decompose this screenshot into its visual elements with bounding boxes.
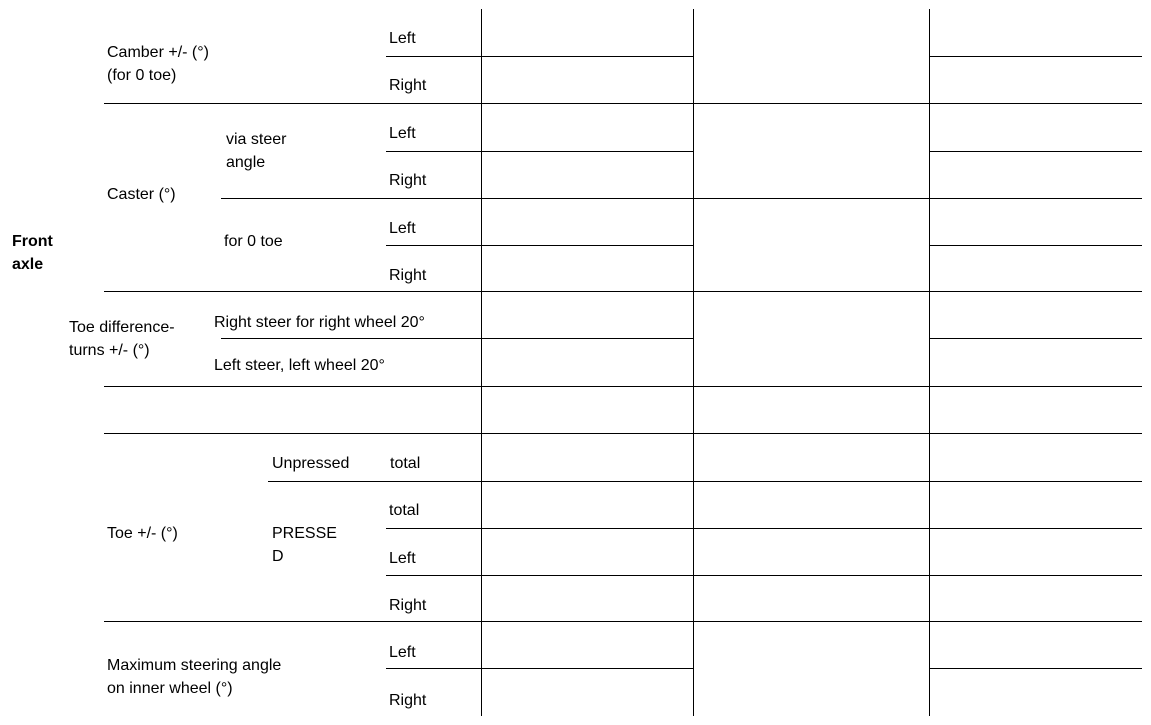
row-line — [929, 338, 1142, 339]
row-line — [386, 151, 693, 152]
row-line — [386, 575, 1142, 576]
caster-right-2: Right — [389, 267, 427, 284]
camber-label-line2: (for 0 toe) — [107, 67, 177, 84]
toe-right: Right — [389, 597, 427, 614]
toe-unpressed-total: total — [390, 455, 421, 472]
row-line — [104, 621, 1142, 622]
camber-right: Right — [389, 77, 427, 94]
row-line — [929, 668, 1142, 669]
camber-label-line1: Camber +/- (°) — [107, 44, 209, 61]
toe-label: Toe +/- (°) — [107, 525, 178, 542]
row-line — [104, 433, 1142, 434]
section-label-line1: Front — [12, 233, 53, 250]
row-line — [386, 245, 693, 246]
row-line — [221, 338, 693, 339]
caster-via-steer-line1: via steer — [226, 131, 287, 148]
row-line — [929, 56, 1142, 57]
caster-right-1: Right — [389, 172, 427, 189]
row-line — [929, 245, 1142, 246]
row-line — [268, 481, 1142, 482]
row-line — [104, 103, 1142, 104]
camber-left: Left — [389, 30, 416, 47]
row-line — [104, 291, 1142, 292]
section-label-line2: axle — [12, 256, 44, 273]
max-steer-left: Left — [389, 644, 416, 661]
toe-unpressed: Unpressed — [272, 455, 350, 472]
toe-difference-right-steer: Right steer for right wheel 20° — [214, 314, 425, 331]
caster-left-1: Left — [389, 125, 416, 142]
row-line — [386, 668, 693, 669]
col-line-1 — [481, 9, 482, 716]
toe-pressed-line2: D — [272, 548, 284, 565]
toe-difference-left-steer: Left steer, left wheel 20° — [214, 357, 385, 374]
caster-via-steer-line2: angle — [226, 154, 266, 171]
caster-left-2: Left — [389, 220, 416, 237]
caster-for-zero-toe: for 0 toe — [224, 233, 283, 250]
row-line — [221, 198, 1142, 199]
toe-difference-label-line1: Toe difference- — [69, 319, 175, 336]
row-line — [386, 528, 1142, 529]
col-line-3 — [929, 9, 930, 716]
toe-pressed-total: total — [389, 502, 420, 519]
row-line — [104, 386, 1142, 387]
max-steer-right: Right — [389, 692, 427, 709]
row-line — [929, 151, 1142, 152]
max-steer-label-line2: on inner wheel (°) — [107, 680, 233, 697]
col-line-2 — [693, 9, 694, 716]
toe-left: Left — [389, 550, 416, 567]
max-steer-label-line1: Maximum steering angle — [107, 657, 282, 674]
caster-label: Caster (°) — [107, 186, 176, 203]
toe-pressed-line1: PRESSE — [272, 525, 337, 542]
toe-difference-label-line2: turns +/- (°) — [69, 342, 150, 359]
row-line — [386, 56, 693, 57]
